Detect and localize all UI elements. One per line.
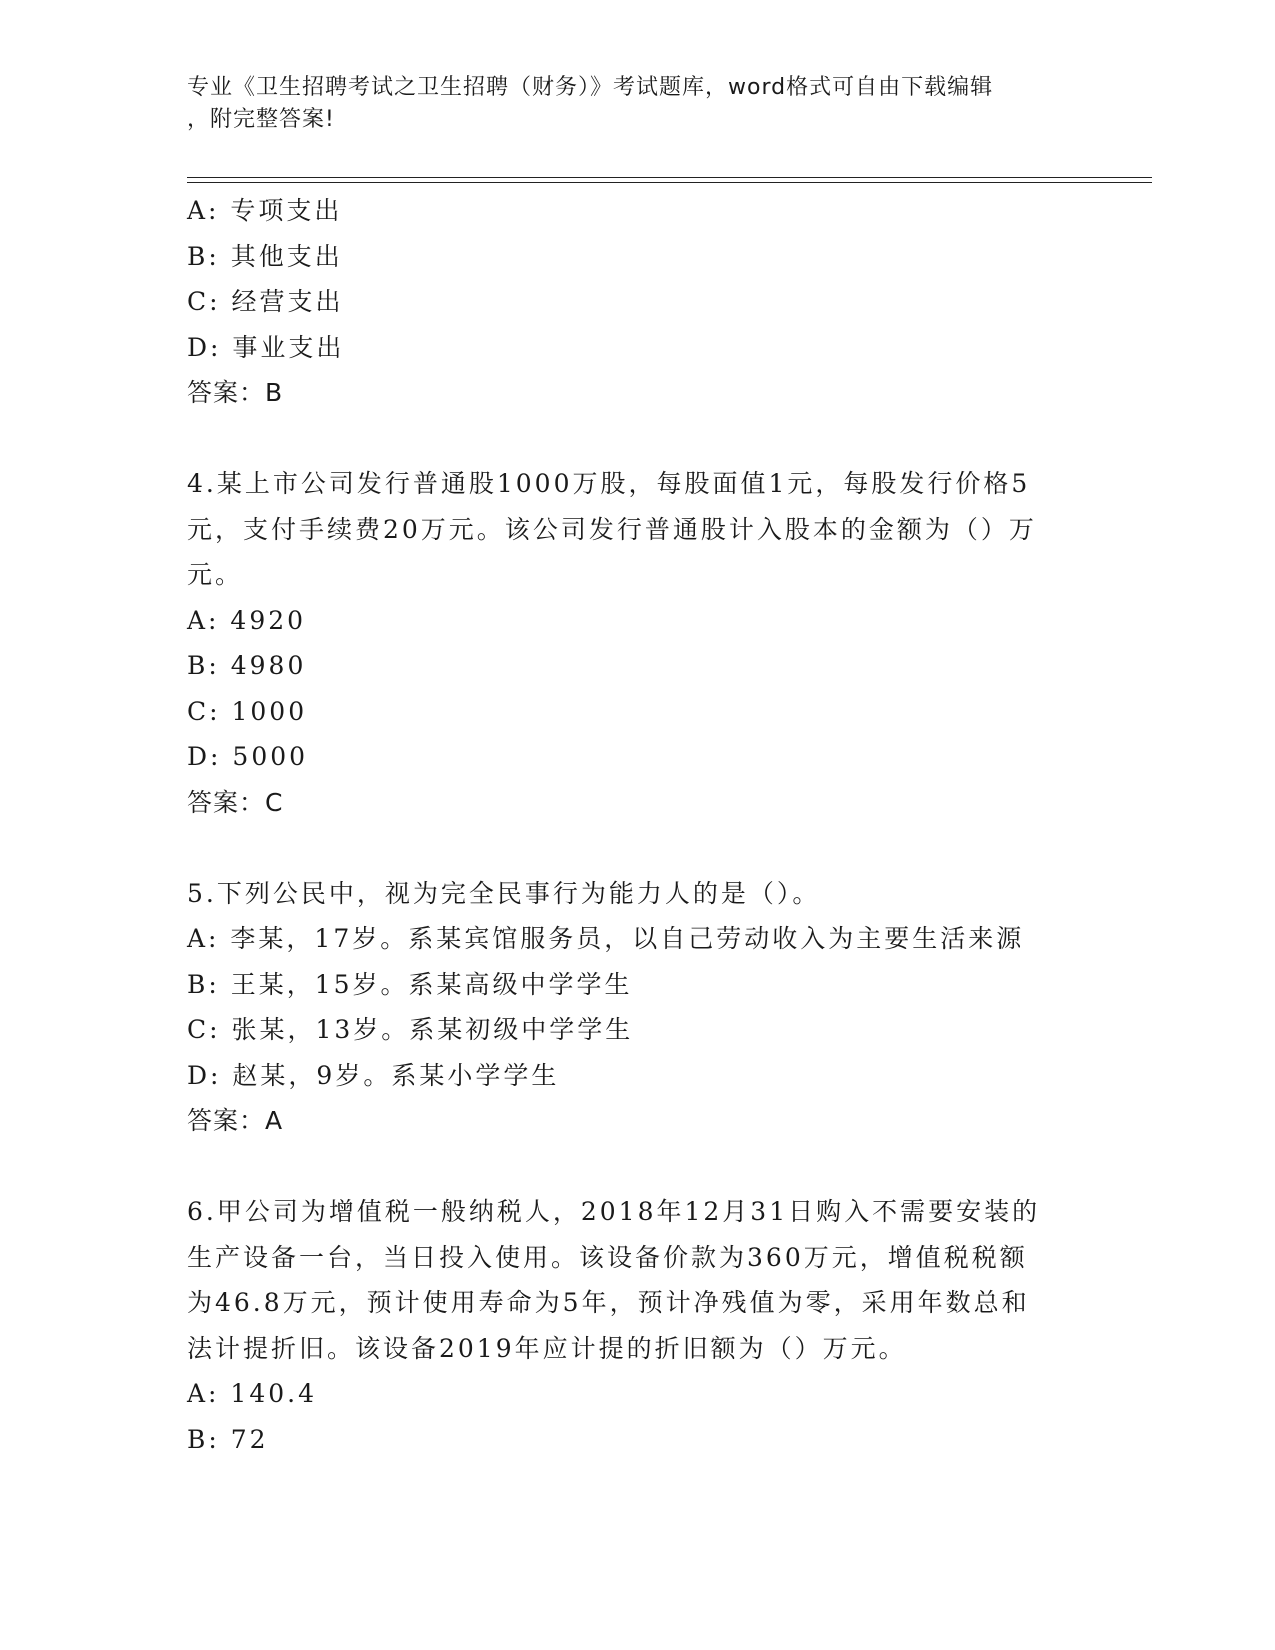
document-header	[187, 72, 1067, 136]
question-stem-line: 元，支付手续费20万元。该公司发行普通股计入股本的金额为（）万	[187, 514, 1037, 544]
question-stem-line: 5.下列公民中，视为完全民事行为能力人的是（）。	[187, 878, 821, 908]
option-b: B: 4980	[187, 651, 307, 680]
option-a: A: 专项支出	[187, 196, 343, 225]
header-line-1: 专业《卫生招聘考试之卫生招聘（财务）》考试题库，word格式可自由下载编辑	[187, 75, 994, 100]
header-line-2: ，附完整答案!	[187, 107, 335, 132]
option-b: B: 72	[187, 1424, 269, 1454]
question-stem-line: 生产设备一台，当日投入使用。该设备价款为360万元，增值税税额	[187, 1242, 1028, 1272]
header-rule-bottom	[187, 182, 1152, 183]
question-stem-line: 法计提折旧。该设备2019年应计提的折旧额为（）万元。	[187, 1333, 907, 1363]
question-6	[187, 1189, 1087, 1462]
question-stem-line: 6.甲公司为增值税一般纳税人，2018年12月31日购入不需要安装的	[187, 1197, 1041, 1226]
option-d: D: 5000	[187, 742, 309, 771]
spacer	[187, 1144, 1087, 1190]
option-d: D: 赵某，9岁。系某小学学生	[187, 1060, 560, 1090]
question-stem-line: 元。	[187, 560, 244, 589]
option-a: A: 140.4	[187, 1379, 317, 1408]
answer: 答案：A	[187, 1106, 284, 1135]
spacer	[187, 825, 1087, 871]
option-b: B: 其他支出	[187, 241, 343, 271]
option-b: B: 王某，15岁。系某高级中学学生	[187, 969, 633, 999]
option-c: C: 张某，13岁。系某初级中学学生	[187, 1015, 634, 1044]
question-3	[187, 188, 1087, 416]
question-4	[187, 461, 1087, 825]
question-stem-line: 为46.8万元，预计使用寿命为5年，预计净残值为零，采用年数总和	[187, 1288, 1030, 1317]
option-c: C: 1000	[187, 696, 308, 726]
option-c: C: 经营支出	[187, 287, 344, 316]
question-stem-line: 4.某上市公司发行普通股1000万股，每股面值1元，每股发行价格5	[187, 469, 1031, 498]
spacer	[187, 416, 1087, 462]
question-list	[187, 188, 1087, 1462]
question-5	[187, 871, 1087, 1144]
answer: 答案：C	[187, 787, 284, 817]
header-rule-top	[187, 177, 1152, 178]
answer: 答案：B	[187, 378, 284, 407]
option-d: D: 事业支出	[187, 332, 345, 362]
option-a: A: 李某，17岁。系某宾馆服务员，以自己劳动收入为主要生活来源	[187, 924, 1025, 953]
option-a: A: 4920	[187, 605, 307, 635]
